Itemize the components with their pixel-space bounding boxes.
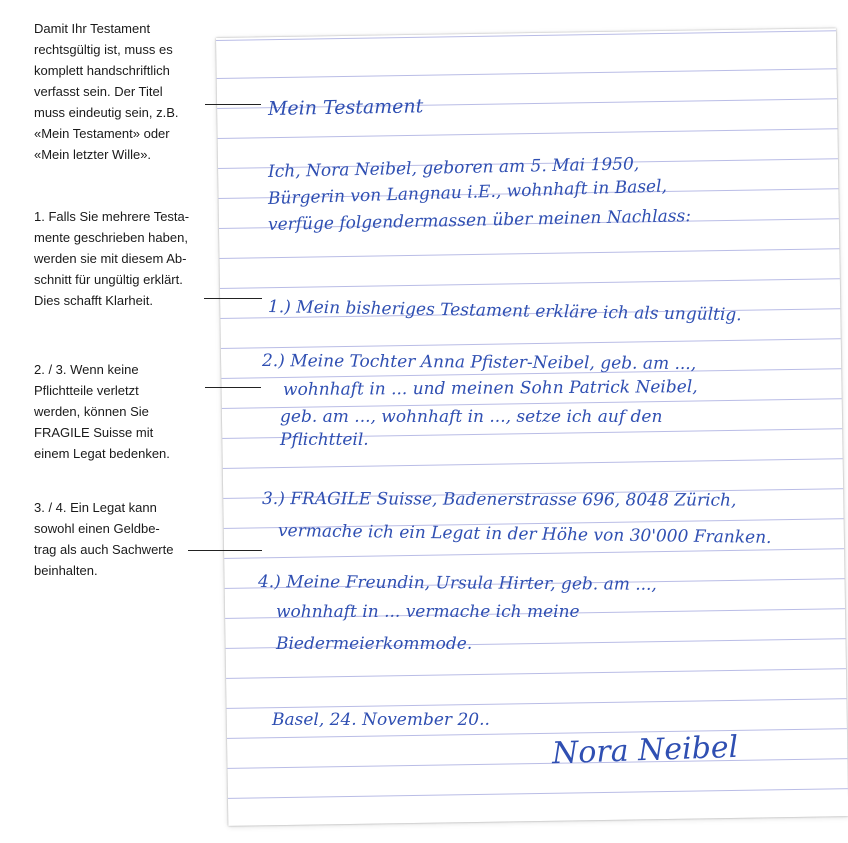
intro-line: Ich, Nora Neibel, geboren am 5. Mai 1950,	[267, 154, 640, 182]
clause-2-line: 2.) Meine Tochter Anna Pfister-Neibel, geb. am ...,	[261, 351, 697, 375]
annotation-line: werden sie mit diesem Ab-	[34, 251, 187, 266]
annotation-line: rechtsgültig ist, muss es	[34, 42, 173, 57]
testament-title: Mein Testament	[267, 95, 424, 120]
leader-line-clause-1	[204, 298, 262, 299]
annotation-line: FRAGILE Suisse mit	[34, 425, 154, 440]
leader-line-clause-3	[188, 550, 262, 551]
annotation-line: Dies schafft Klarheit.	[34, 293, 153, 308]
clause-4-line: wohnhaft in ... vermache ich meine	[276, 602, 580, 622]
annotation-line: muss eindeutig sein, z.B.	[34, 105, 179, 120]
clause-4-line: Biedermeierkommode.	[276, 634, 473, 654]
annotation-line: «Mein letzter Wille».	[34, 147, 152, 162]
annotation-line: schnitt für ungültig erklärt.	[34, 272, 183, 287]
annotation-revocation	[34, 206, 214, 311]
annotation-line: «Mein Testament» oder	[34, 126, 170, 141]
annotation-line: werden, können Sie	[34, 404, 149, 419]
clause-1-line: 1.) Mein bisheriges Testament erkläre ich als ungültig.	[267, 297, 742, 326]
annotation-legacy	[34, 497, 214, 581]
annotation-line: trag als auch Sachwerte	[34, 542, 174, 557]
annotation-title-requirement	[34, 18, 214, 165]
intro-line: verfüge folgendermassen über meinen Nachlass:	[267, 206, 692, 235]
clause-2-line: Pflichtteil.	[280, 430, 369, 450]
annotation-line: Pflichtteile verletzt	[34, 383, 139, 398]
annotation-line: verfasst sein. Der Titel	[34, 84, 163, 99]
clause-3-line: 3.) FRAGILE Suisse, Badenerstrasse 696, 8048 Zürich,	[261, 489, 737, 511]
leader-line-clause-2	[205, 387, 261, 388]
intro-line: Bürgerin von Langnau i.E., wohnhaft in Basel,	[267, 176, 668, 209]
annotation-compulsory-share	[34, 359, 214, 464]
annotation-line: sowohl einen Geldbe-	[34, 521, 160, 536]
annotation-line: beinhalten.	[34, 563, 98, 578]
clause-2-line: wohnhaft in ... und meinen Sohn Patrick Neibel,	[282, 377, 698, 400]
place-and-date: Basel, 24. November 20..	[272, 710, 490, 730]
annotation-line: komplett handschriftlich	[34, 63, 170, 78]
annotation-line: einem Legat bedenken.	[34, 446, 170, 461]
signature: Nora Neibel	[551, 729, 739, 772]
annotation-line: Damit Ihr Testament	[34, 21, 151, 36]
annotation-line: 3. / 4. Ein Legat kann	[34, 500, 157, 515]
clause-4-line: 4.) Meine Freundin, Ursula Hirter, geb. am ...,	[257, 572, 657, 595]
annotation-line: mente geschrieben haben,	[34, 230, 188, 245]
leader-line-title	[205, 104, 261, 105]
annotation-line: 1. Falls Sie mehrere Testa-	[34, 209, 190, 224]
clause-3-line: vermache ich ein Legat in der Höhe von 30'000 Franken.	[277, 521, 772, 548]
annotation-line: 2. / 3. Wenn keine	[34, 362, 139, 377]
clause-2-line: geb. am ..., wohnhaft in ..., setze ich auf den	[280, 407, 663, 427]
